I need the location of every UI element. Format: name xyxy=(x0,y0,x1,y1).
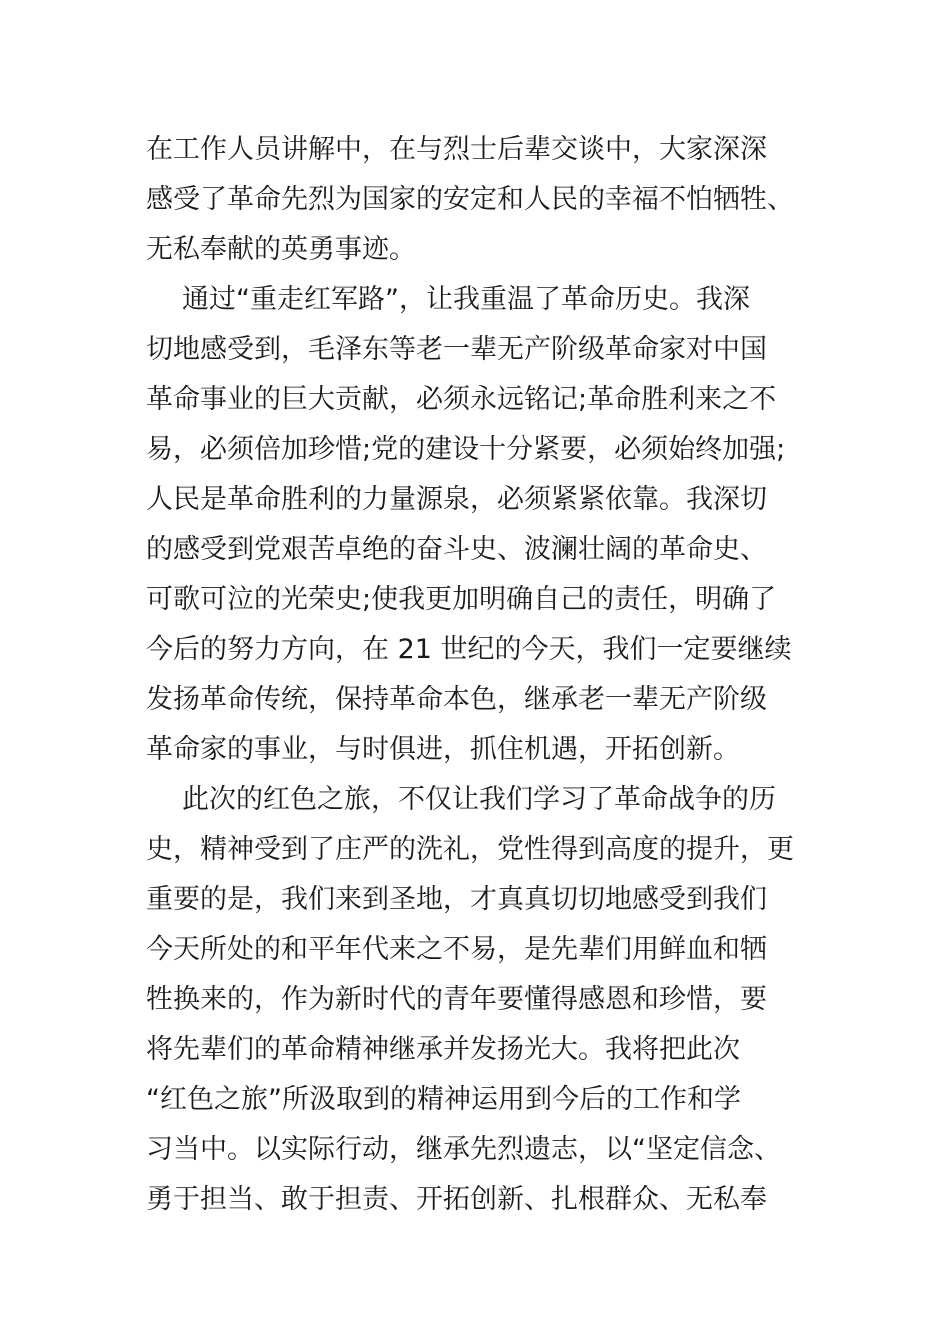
text-line xyxy=(0,675,950,725)
text-line xyxy=(0,175,950,225)
text-line-content: 无私奉献的英勇事迹。 xyxy=(146,234,416,265)
text-line-content: 习当中。以实际行动，继承先烈遗志，以“坚定信念、 xyxy=(146,1134,781,1165)
text-line xyxy=(0,575,950,625)
text-line xyxy=(0,475,950,525)
text-line-content: 人民是革命胜利的力量源泉，必须紧紧依靠。我深切 xyxy=(146,484,767,515)
text-line xyxy=(0,825,950,875)
text-line xyxy=(0,1125,950,1175)
text-line xyxy=(0,1075,950,1125)
text-line-content: 革命家的事业，与时俱进，抓住机遇，开拓创新。 xyxy=(146,734,740,765)
text-line-content: 今后的努力方向，在 21 世纪的今天，我们一定要继续 xyxy=(146,634,792,665)
text-line-content: 重要的是，我们来到圣地，才真真切切地感受到我们 xyxy=(146,884,767,915)
text-line xyxy=(0,625,950,675)
text-line xyxy=(0,1025,950,1075)
text-line-content: 感受了革命先烈为国家的安定和人民的幸福不怕牺牲、 xyxy=(146,184,794,215)
text-line xyxy=(0,425,950,475)
text-line xyxy=(0,1175,950,1225)
text-line xyxy=(0,925,950,975)
text-line xyxy=(0,775,950,825)
text-line-content: 可歌可泣的光荣史;使我更加明确自己的责任，明确了 xyxy=(146,584,777,615)
text-line-content: 的感受到党艰苦卓绝的奋斗史、波澜壮阔的革命史、 xyxy=(146,534,767,565)
text-line-content: 今天所处的和平年代来之不易，是先辈们用鲜血和牺 xyxy=(146,934,767,965)
text-line-content: 切地感受到，毛泽东等老一辈无产阶级革命家对中国 xyxy=(146,334,767,365)
text-line-content: 通过“重走红军路”，让我重温了革命历史。我深 xyxy=(182,284,750,315)
text-line xyxy=(0,725,950,775)
text-line-content: 革命事业的巨大贡献，必须永远铭记;革命胜利来之不 xyxy=(146,384,777,415)
text-line-content: 将先辈们的革命精神继承并发扬光大。我将把此次 xyxy=(146,1034,740,1065)
text-line xyxy=(0,275,950,325)
text-line xyxy=(0,975,950,1025)
text-line-content: 勇于担当、敢于担责、开拓创新、扎根群众、无私奉 xyxy=(146,1184,767,1215)
text-line-content: 在工作人员讲解中，在与烈士后辈交谈中，大家深深 xyxy=(146,134,767,165)
text-line-content: 此次的红色之旅，不仅让我们学习了革命战争的历 xyxy=(182,784,776,815)
text-line xyxy=(0,325,950,375)
text-line-content: 史，精神受到了庄严的洗礼，党性得到高度的提升，更 xyxy=(146,834,794,865)
text-line-content: “红色之旅”所汲取到的精神运用到今后的工作和学 xyxy=(146,1084,741,1115)
text-line xyxy=(0,525,950,575)
text-line-content: 发扬革命传统，保持革命本色，继承老一辈无产阶级 xyxy=(146,684,767,715)
text-line xyxy=(0,125,950,175)
text-line xyxy=(0,225,950,275)
text-line xyxy=(0,375,950,425)
text-line-content: 易，必须倍加珍惜;党的建设十分紧要，必须始终加强; xyxy=(146,434,786,465)
text-line-content: 牲换来的，作为新时代的青年要懂得感恩和珍惜，要 xyxy=(146,984,767,1015)
text-line xyxy=(0,875,950,925)
